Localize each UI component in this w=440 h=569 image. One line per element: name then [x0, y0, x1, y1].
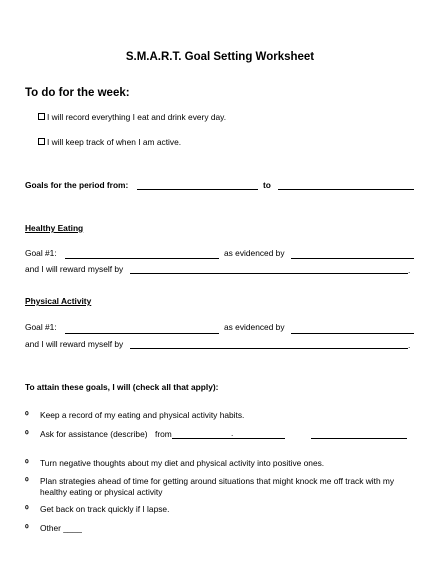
healthy-evidence-label: as evidenced by	[224, 248, 285, 258]
healthy-eating-heading: Healthy Eating	[25, 223, 84, 233]
checkbox-icon[interactable]: ⁰	[25, 476, 28, 486]
checkbox-icon[interactable]: ⁰	[25, 504, 28, 514]
healthy-end-mark: .	[408, 265, 411, 275]
activity-evidence-field[interactable]	[291, 333, 414, 334]
activity-evidence-label: as evidenced by	[224, 322, 285, 332]
attain-item: Other ____	[40, 523, 82, 533]
checkbox-icon[interactable]: ⁰	[25, 410, 28, 420]
todo-item: I will record everything I eat and drink every day.	[38, 112, 226, 122]
healthy-reward-label: and I will reward myself by	[25, 264, 124, 274]
activity-reward-label: and I will reward myself by	[25, 339, 124, 349]
period-to-label: to	[263, 180, 271, 190]
checkbox-icon[interactable]	[38, 138, 45, 145]
healthy-goal-field[interactable]	[65, 258, 219, 259]
todo-heading: To do for the week:	[25, 87, 130, 99]
physical-activity-heading: Physical Activity	[25, 296, 92, 306]
healthy-goal-label: Goal #1:	[25, 248, 57, 258]
attain-item-continuation: healthy eating or physical activity	[40, 487, 163, 497]
activity-reward-field[interactable]	[130, 348, 408, 349]
attain-item: Ask for assistance (describe)	[40, 429, 148, 439]
activity-end-mark: .	[408, 340, 411, 350]
checkbox-icon[interactable]: ⁰	[25, 523, 28, 533]
period-to-field[interactable]	[278, 189, 414, 190]
period-from-field[interactable]	[137, 189, 258, 190]
activity-goal-label: Goal #1:	[25, 322, 57, 332]
checkbox-icon[interactable]: ⁰	[25, 458, 28, 468]
period-label: Goals for the period from:	[25, 180, 129, 190]
attain-item: Plan strategies ahead of time for getting around situations that might knock me off track with my	[40, 476, 395, 486]
attain-item: Keep a record of my eating and physical activity habits.	[40, 410, 245, 420]
checkbox-icon[interactable]: ⁰	[25, 429, 28, 439]
checkbox-icon[interactable]	[38, 113, 45, 120]
assistance-from-label: from	[155, 429, 172, 439]
attain-item: Get back on track quickly if I lapse.	[40, 504, 170, 514]
attain-item: Turn negative thoughts about my diet and physical activity into positive ones.	[40, 458, 325, 468]
assistance-from-dot: .	[231, 428, 234, 438]
healthy-evidence-field[interactable]	[291, 258, 414, 259]
healthy-reward-field[interactable]	[130, 273, 408, 274]
worksheet-title: S.M.A.R.T. Goal Setting Worksheet	[125, 51, 315, 63]
attain-heading: To attain these goals, I will (check all that apply):	[25, 382, 219, 392]
todo-item: I will keep track of when I am active.	[38, 137, 181, 147]
assistance-from-field[interactable]	[172, 438, 285, 439]
assistance-extra-field[interactable]	[311, 438, 407, 439]
activity-goal-field[interactable]	[65, 333, 219, 334]
